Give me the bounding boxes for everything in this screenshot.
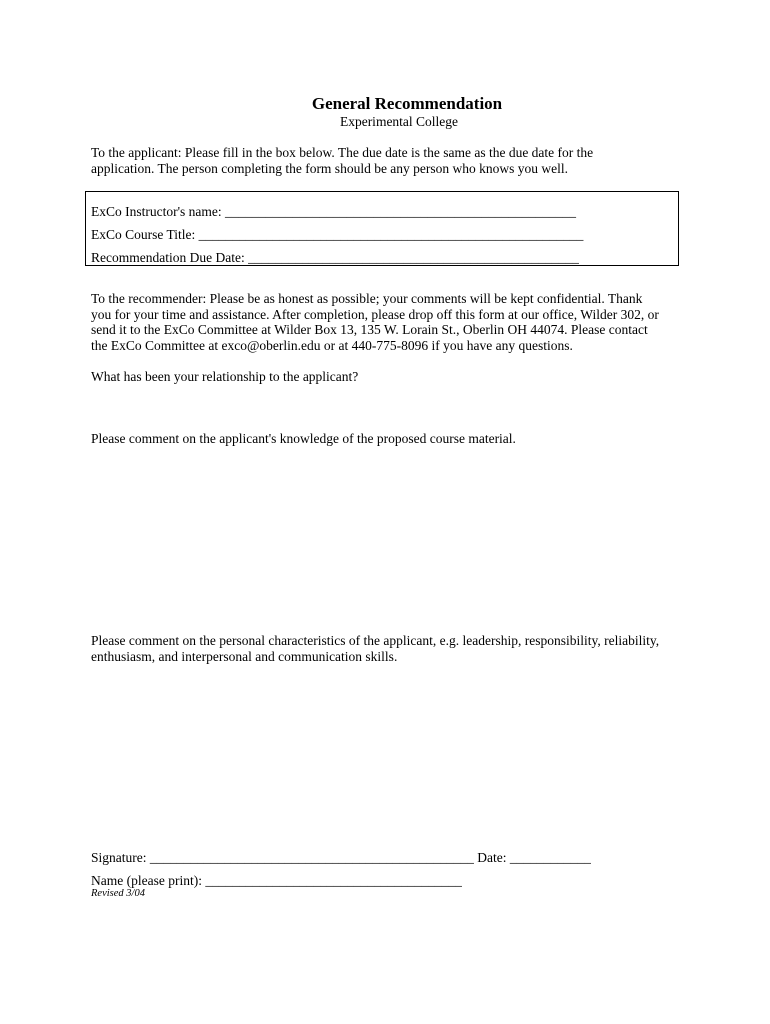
recommender-instructions: [91, 291, 659, 353]
question-line: Please comment on the personal characteristics of the applicant, e.g. leadership, responsibility, reliability,: [91, 633, 660, 648]
instruction-line: To the applicant: Please fill in the box below. The due date is the same as the due date for the: [91, 145, 594, 160]
personal-characteristics-question: [91, 633, 659, 664]
instruction-line: you for your time and assistance. After completion, please drop off this form at our office, Wilder 302, or: [91, 306, 659, 322]
print-name-field[interactable]: Name (please print): ______________________________________: [91, 873, 462, 888]
instruction-line: application. The person completing the form should be any person who knows you well.: [91, 160, 569, 176]
instruction-line: To the recommender: Please be as honest as possible; your comments will be kept confidential. Thank: [91, 291, 643, 306]
question-line: enthusiasm, and interpersonal and communication skills.: [91, 648, 398, 664]
form-title: General Recommendation: [311, 94, 503, 113]
instruction-line: send it to the ExCo Committee at Wilder Box 13, 135 W. Lorain St., Oberlin OH 44074. Please contact: [91, 322, 648, 338]
instructor-name-field[interactable]: ExCo Instructor's name: ____________________________________________________: [91, 204, 577, 219]
signature-date-field[interactable]: Signature: ________________________________________________ Date: ____________: [91, 850, 591, 865]
applicant-instructions: [91, 145, 593, 176]
course-title-field[interactable]: ExCo Course Title: _________________________________________________________: [91, 227, 584, 242]
knowledge-question: Please comment on the applicant's knowledge of the proposed course material.: [91, 431, 516, 446]
revision-note: Revised 3/04: [91, 888, 145, 899]
instruction-line: the ExCo Committee at exco@oberlin.edu or at 440-775-8096 if you have any questions.: [91, 337, 573, 353]
form-subtitle: Experimental College: [339, 114, 459, 129]
due-date-field[interactable]: Recommendation Due Date: _________________________________________________: [91, 250, 579, 265]
relationship-question: What has been your relationship to the applicant?: [91, 369, 359, 384]
